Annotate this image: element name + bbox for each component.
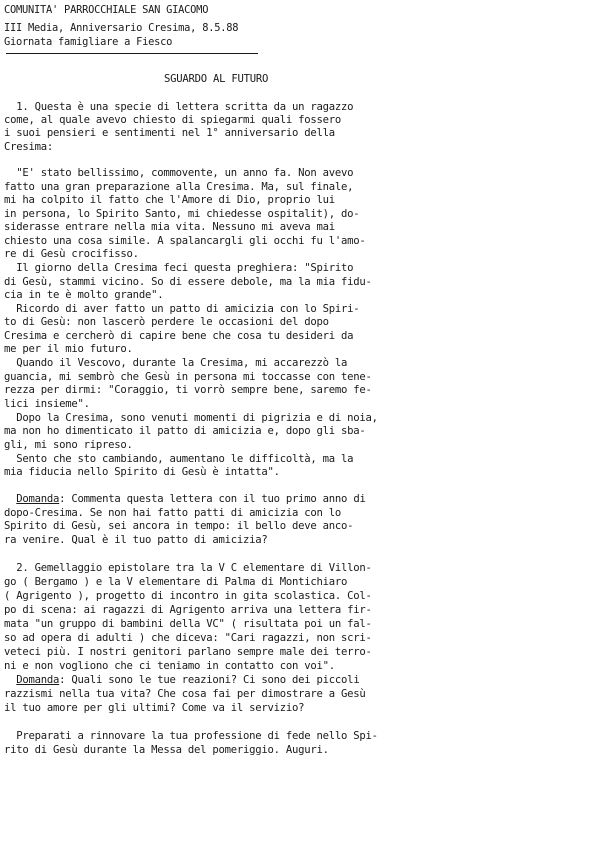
closing-line: rito di Gesù durante la Messa del pomeriggio. Auguri. xyxy=(4,744,329,756)
section2-line: ni e non vogliono che ci teniamo in contatto con voi". xyxy=(4,660,335,672)
question-2-line xyxy=(4,674,359,687)
section2-line: mata "un gruppo di bambini della VC" ( risultata poi un fal- xyxy=(4,618,372,630)
letter-line: siderasse entrare nella mia vita. Nessuno mi aveva mai xyxy=(4,221,335,233)
letter-line: me per il mio futuro. xyxy=(4,343,133,355)
letter-line: lici insieme". xyxy=(4,398,90,410)
letter-line: Cresima e cercherò di capire bene che cosa tu desideri da xyxy=(4,330,354,342)
letter-line: mi ha colpito il fatto che l'Amore di Dio, proprio lui xyxy=(4,194,335,206)
family-day-line: Giornata famigliare a Fiesco xyxy=(4,36,173,48)
letter-line: di Gesù, stammi vicino. So di essere debole, ma la mia fidu- xyxy=(4,276,372,288)
question-2-line: razzismi nella tua vita? Che cosa fai per dimostrare a Gesù xyxy=(4,688,366,700)
question-1-line: Spirito di Gesù, sei ancora in tempo: il bello deve anco- xyxy=(4,520,354,532)
question-label: Domanda xyxy=(16,493,60,505)
letter-line: Dopo la Cresima, sono venuti momenti di pigrizia e di noia, xyxy=(4,412,378,424)
section1-line: come, al quale avevo chiesto di spiegarmi quali fossero xyxy=(4,114,342,126)
letter-line: gli, mi sono ripreso. xyxy=(4,439,133,451)
letter-line: Ricordo di aver fatto un patto di amicizia con lo Spiri- xyxy=(4,303,360,315)
letter-line: in persona, lo Spirito Santo, mi chiedesse ospitalit), do- xyxy=(4,208,360,220)
letter-line: mia fiducia nello Spirito di Gesù è intatta". xyxy=(4,466,280,478)
section2-line: go ( Bergamo ) e la V elementare di Palma di Montichiaro xyxy=(4,576,348,588)
section1-line: 1. Questa è una specie di lettera scritta da un ragazzo xyxy=(4,101,354,113)
question-1-line: dopo-Cresima. Se non hai fatto patti di amicizia con lo xyxy=(4,507,342,519)
letter-line: cia in te è molto grande". xyxy=(4,289,164,301)
letter-line: rezza per dirmi: "Coraggio, ti vorrò sempre bene, saremo fe- xyxy=(4,384,372,396)
section1-line: i suoi pensieri e sentimenti nel 1° anniversario della xyxy=(4,127,335,139)
letter-line: ma non ho dimenticato il patto di amicizia e, dopo gli sba- xyxy=(4,425,366,437)
letter-line: chiesto una cosa simile. A spalancargli gli occhi fu l'amo- xyxy=(4,235,366,247)
letter-line: re di Gesù crocifisso. xyxy=(4,248,139,260)
letter-line: Quando il Vescovo, durante la Cresima, mi accarezzò la xyxy=(4,357,348,369)
question-1-line: ra venire. Qual è il tuo patto di amicizia? xyxy=(4,534,268,546)
question-text: : Quali sono le tue reazioni? Ci sono dei piccoli xyxy=(59,674,360,686)
parish-name: COMUNITA' PARROCCHIALE SAN GIACOMO xyxy=(4,4,209,16)
question-label: Domanda xyxy=(16,674,60,686)
class-anniversary-line: III Media, Anniversario Cresima, 8.5.88 xyxy=(4,22,239,34)
letter-line: fatto una gran preparazione alla Cresima. Ma, sul finale, xyxy=(4,181,354,193)
letter-line: "E' stato bellissimo, commovente, un anno fa. Non avevo xyxy=(4,167,354,179)
letter-line: guancia, mi sembrò che Gesù in persona mi toccasse con tene- xyxy=(4,371,372,383)
question-1-line xyxy=(4,493,366,506)
closing-line: Preparati a rinnovare la tua professione di fede nello Spi- xyxy=(4,730,378,742)
header-rule xyxy=(6,53,258,54)
section2-line: 2. Gemellaggio epistolare tra la V C elementare di Villon- xyxy=(4,562,372,574)
section2-line: ( Agrigento ), progetto di incontro in gita scolastica. Col- xyxy=(4,590,372,602)
section2-line: so ad opera di adulti ) che diceva: "Cari ragazzi, non scri- xyxy=(4,632,372,644)
document-title: SGUARDO AL FUTURO xyxy=(164,73,269,85)
letter-line: to di Gesù: non lascerò perdere le occasioni del dopo xyxy=(4,316,329,328)
section2-line: veteci più. I nostri genitori parlano sempre male dei terro- xyxy=(4,646,372,658)
question-text: : Commenta questa lettera con il tuo primo anno di xyxy=(59,493,366,505)
section1-line: Cresima: xyxy=(4,141,54,153)
question-2-line: il tuo amore per gli ultimi? Come va il servizio? xyxy=(4,702,305,714)
letter-line: Sento che sto cambiando, aumentano le difficoltà, ma la xyxy=(4,453,354,465)
letter-line: Il giorno della Cresima feci questa preghiera: "Spirito xyxy=(4,262,354,274)
section2-line: po di scena: ai ragazzi di Agrigento arriva una lettera fir- xyxy=(4,604,372,616)
